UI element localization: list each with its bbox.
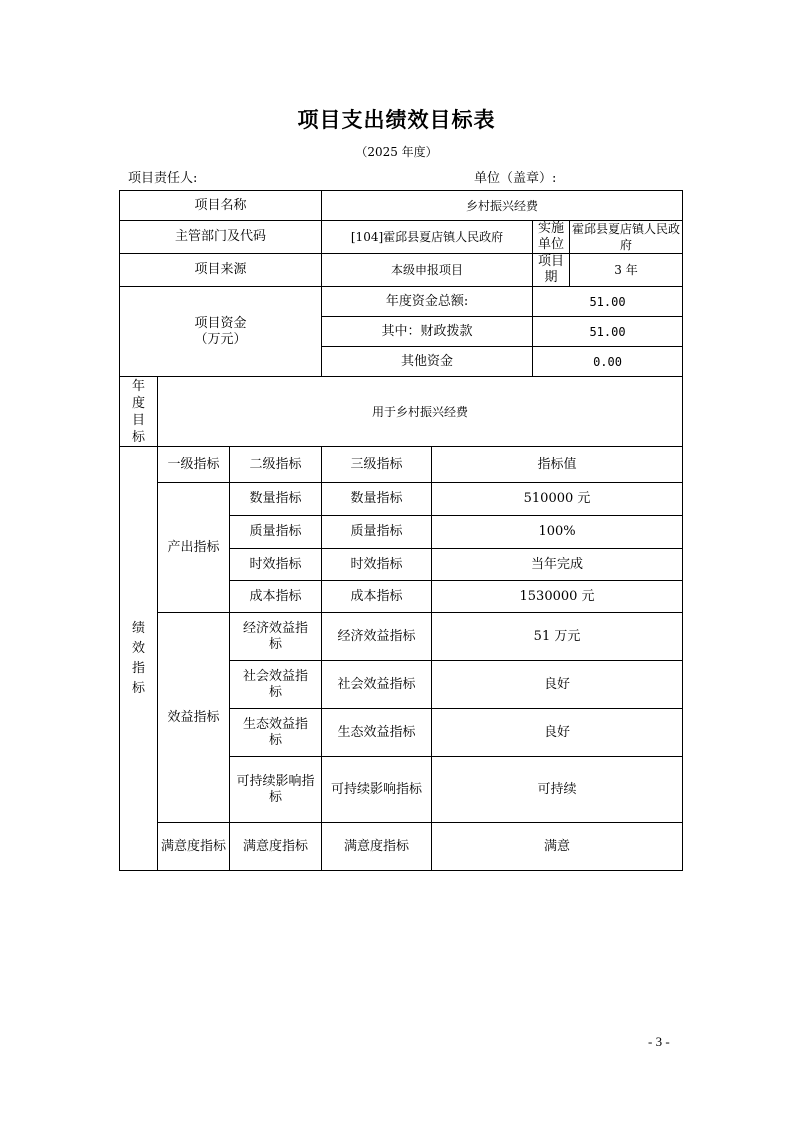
benefit-level2 (230, 757, 322, 823)
implementing-unit-label: 实施单位 (533, 221, 570, 254)
col-level2-header: 二级指标 (230, 447, 322, 483)
performance-target-table (119, 190, 683, 871)
satisfaction-indicators-label (158, 823, 230, 871)
output-value: 100% (432, 516, 683, 549)
output-level2: 数量指标 (230, 483, 322, 516)
benefit-value: 良好 (432, 661, 683, 709)
col-value-header: 指标值 (432, 447, 683, 483)
output-level2: 成本指标 (230, 581, 322, 613)
responsible-label: 项目责任人: (128, 171, 198, 186)
project-period-label: 项目期 (533, 254, 570, 287)
row-department (120, 221, 683, 254)
output-level2: 时效指标 (230, 549, 322, 581)
table-row (120, 613, 683, 661)
benefit-level3: 可持续影响指标 (322, 757, 432, 823)
output-value: 510000 元 (432, 483, 683, 516)
row-fund-total (120, 287, 683, 317)
project-source-value: 本级申报项目 (322, 254, 533, 287)
row-project-name (120, 191, 683, 221)
row-indicator-header (120, 447, 683, 483)
fund-total-label: 年度资金总额: (322, 287, 533, 317)
satisfaction-value: 满意 (432, 823, 683, 871)
benefit-value: 可持续 (432, 757, 683, 823)
satisfaction-level3: 满意度指标 (322, 823, 432, 871)
col-level3-header: 三级指标 (322, 447, 432, 483)
fund-fiscal-value: 51.00 (533, 317, 683, 347)
project-funds-label-text: 项目资金（万元） (194, 315, 247, 347)
benefit-level3: 生态效益指标 (322, 709, 432, 757)
project-name-value: 乡村振兴经费 (322, 191, 683, 221)
department-label: 主管部门及代码 (120, 221, 322, 254)
fund-other-value: 0.00 (533, 347, 683, 377)
benefit-value: 51 万元 (432, 613, 683, 661)
annual-goal-label (120, 377, 158, 447)
table-row (120, 823, 683, 871)
output-indicators-label: 产出指标 (158, 483, 230, 613)
output-value: 当年完成 (432, 549, 683, 581)
project-source-label: 项目来源 (120, 254, 322, 287)
project-funds-label (120, 287, 322, 377)
performance-indicators-label-text: 绩效指标 (131, 620, 145, 696)
output-level3: 质量指标 (322, 516, 432, 549)
benefit-level2-text: 可持续影响指标 (236, 773, 315, 805)
benefit-level2-text: 生态效益指标 (242, 716, 308, 748)
implementing-unit-value: 霍邱县夏店镇人民政府 (570, 221, 683, 254)
unit-seal-label: 单位（盖章）: (474, 171, 557, 186)
benefit-level2-text: 经济效益指标 (242, 620, 308, 652)
satisfaction-indicators-label-text: 满意度指标 (160, 838, 226, 854)
output-level2: 质量指标 (230, 516, 322, 549)
benefit-level2 (230, 709, 322, 757)
project-name-label: 项目名称 (120, 191, 322, 221)
performance-indicators-label (120, 447, 158, 871)
benefit-level3: 经济效益指标 (322, 613, 432, 661)
row-source (120, 254, 683, 287)
department-value: [104]霍邱县夏店镇人民政府 (322, 221, 533, 254)
col-level1-header: 一级指标 (158, 447, 230, 483)
page-title: 项目支出绩效目标表 (297, 107, 496, 132)
satisfaction-level2: 满意度指标 (230, 823, 322, 871)
output-level3: 成本指标 (322, 581, 432, 613)
output-value: 1530000 元 (432, 581, 683, 613)
annual-goal-label-text: 年度目标 (131, 378, 145, 445)
benefit-level2 (230, 661, 322, 709)
output-level3: 时效指标 (322, 549, 432, 581)
table-row (120, 483, 683, 516)
fund-total-value: 51.00 (533, 287, 683, 317)
fund-fiscal-label: 其中：财政拨款 (322, 317, 533, 347)
project-period-value: 3 年 (570, 254, 683, 287)
fund-other-label: 其他资金 (322, 347, 533, 377)
benefit-indicators-label: 效益指标 (158, 613, 230, 823)
benefit-level2-text: 社会效益指标 (242, 668, 308, 700)
year-subtitle: （2025 年度） (355, 145, 438, 159)
benefit-value: 良好 (432, 709, 683, 757)
annual-goal-value: 用于乡村振兴经费 (158, 377, 683, 447)
page-number: - 3 - (648, 1034, 670, 1049)
output-level3: 数量指标 (322, 483, 432, 516)
row-annual-goal (120, 377, 683, 447)
benefit-level2 (230, 613, 322, 661)
benefit-level3: 社会效益指标 (322, 661, 432, 709)
